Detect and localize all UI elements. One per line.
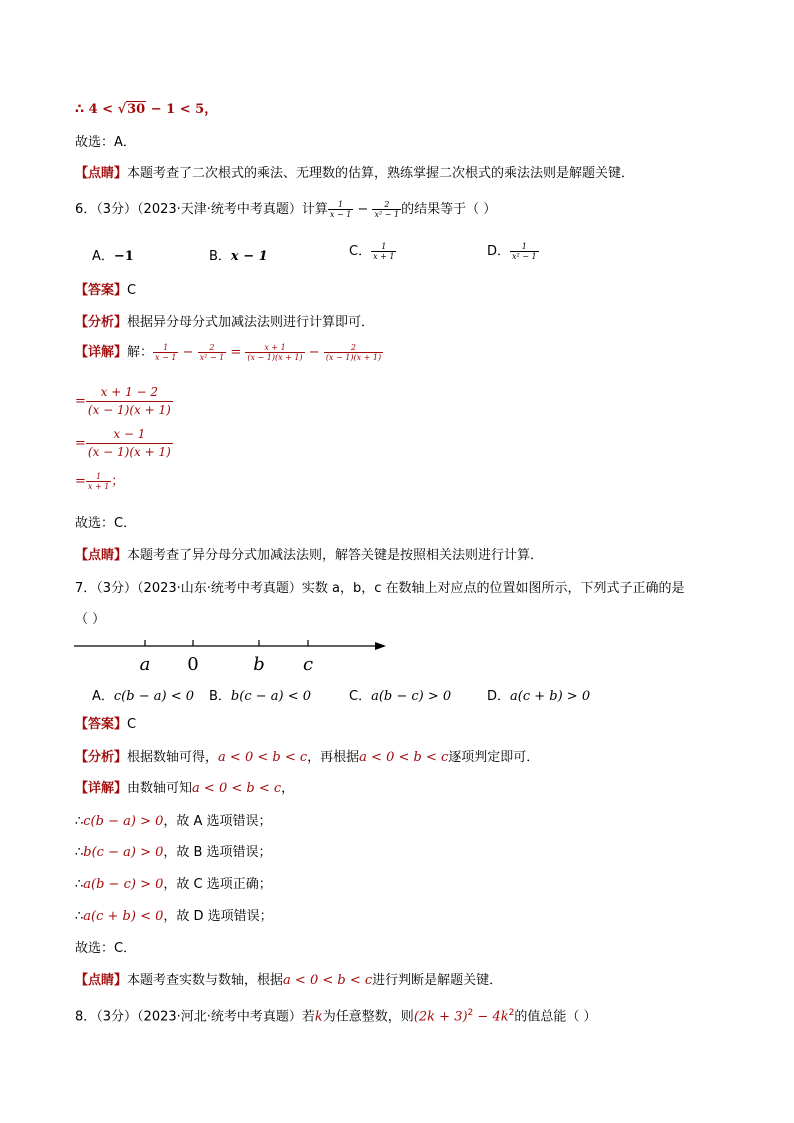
stem-text: 6．（3分）（2023·天津·统考中考真题）计算 [75,202,328,217]
frac [328,200,353,219]
opt-value: a(b − c) > 0 [371,689,452,704]
frac [86,472,111,491]
expr: b(c − a) > 0 [83,845,164,860]
frac [324,343,383,362]
therefore-symbol: ∴ [75,909,84,924]
frac [153,343,178,362]
comment-text: 本题考查了二次根式的乘法、无理数的估算，熟练掌握二次根式的乘法法则是解题关键． [127,166,635,181]
q6-option-a [92,245,134,264]
label-a: a [139,654,151,675]
analysis-text: ，再根据 [307,750,360,765]
minus: − [353,202,373,217]
frac [86,384,173,419]
den: (x − 1)(x + 1) [87,403,171,417]
frac [510,242,539,261]
exponent: 2 [508,1008,515,1018]
punct: ， [281,781,295,796]
opt-value: c(b − a) < 0 [113,689,194,704]
den: (x − 1)(x + 1) [87,445,171,459]
minus: − [304,345,324,360]
line-text: ，故 B 选项错误； [163,845,272,860]
line-text: ，故 A 选项错误； [163,814,272,829]
q7-stem: 7．（3分）（2023·山东·统考中考真题）实数 a，b，c 在数轴上对应点的位置如图所示，下列式子正确的是 [75,581,685,596]
opt-label: D． [487,244,511,259]
q7-detail-line [75,813,272,831]
var-k: k [314,1009,323,1025]
equals: = [75,474,86,489]
q5-conclusion-line [75,101,217,119]
q7-option-a [92,685,194,704]
q7-analysis [75,749,539,767]
frac [371,242,396,261]
comment-tag: 【点睛】 [75,973,128,988]
q7-detail-line [75,876,272,894]
q7-option-b [209,685,311,704]
analysis-tag: 【分析】 [75,750,128,765]
num: x + 1 − 2 [86,384,173,402]
den: x + 1 [373,252,395,261]
expr: − 4k [473,1009,509,1025]
comment-tag: 【点睛】 [75,166,128,181]
label-b: b [253,654,265,675]
sqrt-sign: √ [117,102,127,117]
num: x + 1 [245,343,304,353]
equals: = [226,345,246,360]
frac [198,343,227,362]
num: 2 [372,200,401,210]
den: x² − 1 [374,210,400,219]
frac [372,200,401,219]
ineq-part: − 1 < 5 [146,102,205,117]
opt-label: A． [92,689,114,704]
q6-analysis [75,314,374,332]
q8-stem [75,1004,596,1026]
minus: − [178,345,198,360]
den: x² − 1 [199,353,225,362]
q6-detail-step2 [75,384,173,419]
q6-comment [75,547,543,565]
num: 1 [371,242,396,252]
q5-choice: 故选：A． [75,135,136,150]
sqrt-radicand: 30 [127,102,146,117]
stem-text: 为任意整数，则 [322,1009,414,1025]
analysis-text: 根据异分母分式加减法法则进行计算即可． [127,315,375,330]
therefore-symbol: ∴ [75,845,84,860]
analysis-ineq: a < 0 < b < c [218,750,308,765]
opt-label: B． [209,689,231,704]
q7-stem-paren: （ ） [75,612,106,627]
equals: = [75,394,86,409]
frac [86,426,173,461]
punct: ； [111,474,125,489]
opt-value: a(c + b) > 0 [510,689,591,704]
q6-option-b [209,245,268,264]
answer-value: C [127,283,137,298]
analysis-ineq: a < 0 < b < c [359,750,449,765]
therefore-symbol: ∴ [75,814,84,829]
detail-text: 由数轴可知 [127,781,193,796]
comment-ineq: a < 0 < b < c [283,973,373,988]
comment-text: 本题考查实数与数轴，根据 [127,973,284,988]
q5-comment [75,165,634,183]
q6-choice: 故选：C． [75,516,137,531]
opt-label: B． [209,249,231,264]
opt-label: C． [349,244,372,259]
expr: a(c + b) < 0 [83,909,164,924]
ineq-part: 4 < [88,102,118,117]
q7-detail-line [75,844,272,862]
detail-prefix: 解： [127,345,154,360]
opt-label: A． [92,249,114,264]
num: 2 [324,343,383,353]
number-line-figure [72,636,392,680]
comment-text: 本题考查了异分母分式加减法法则，解答关键是按照相关法则进行计算． [127,548,544,563]
stem-text: 8．（3分）（2023·河北·统考中考真题）若 [75,1009,315,1025]
num: x − 1 [86,426,173,444]
opt-label: D． [487,689,511,704]
q6-answer [75,282,136,300]
label-c: c [302,654,314,675]
exponent: 2 [467,1008,474,1018]
num: 1 [510,242,539,252]
punct: ， [204,102,218,117]
line-text: ，故 D 选项错误； [163,909,273,924]
analysis-text: 逐项判定即可． [448,750,540,765]
comment-text: 进行判断是解题关键． [372,973,503,988]
q6-detail-step3 [75,426,173,461]
detail-tag: 【详解】 [75,345,128,360]
line-text: ，故 C 选项正确； [163,877,272,892]
q6-detail-step4 [75,472,124,491]
expr: c(b − a) > 0 [83,814,164,829]
opt-value: x − 1 [230,249,268,264]
stem-text: 的值总能（ ） [514,1009,597,1025]
opt-value: b(c − a) < 0 [230,689,312,704]
num: 1 [328,200,353,210]
label-zero: 0 [187,654,199,675]
q6-stem [75,200,496,219]
q6-option-d [487,240,539,261]
den: x − 1 [155,353,177,362]
therefore-symbol: ∴ [75,102,85,117]
num: 1 [86,472,111,482]
q7-answer [75,716,136,734]
analysis-text: 根据数轴可得， [127,750,219,765]
q7-detail [75,780,294,798]
answer-value: C [127,717,137,732]
q6-option-c [349,240,396,261]
analysis-tag: 【分析】 [75,315,128,330]
frac [245,343,304,362]
den: x² − 1 [512,252,537,261]
den: x + 1 [87,482,110,491]
q6-detail-step1 [75,343,383,362]
q7-comment [75,972,502,990]
num: 2 [198,343,227,353]
stem-text: 的结果等于（ ） [401,202,497,217]
equals: = [75,436,86,451]
expr: (2k + 3) [413,1009,468,1025]
detail-ineq: a < 0 < b < c [192,781,282,796]
number-line-arrow [375,642,386,650]
q7-detail-line [75,908,273,926]
den: (x − 1)(x + 1) [247,353,303,362]
opt-value: −1 [113,249,134,264]
detail-tag: 【详解】 [75,781,128,796]
answer-tag: 【答案】 [75,283,128,298]
q7-choice: 故选：C． [75,941,137,956]
q7-option-c [349,685,451,704]
opt-label: C． [349,689,372,704]
q7-option-d [487,685,590,704]
den: (x − 1)(x + 1) [325,353,382,362]
expr: a(b − c) > 0 [83,877,164,892]
answer-tag: 【答案】 [75,717,128,732]
num: 1 [153,343,178,353]
therefore-symbol: ∴ [75,877,84,892]
comment-tag: 【点睛】 [75,548,128,563]
den: x − 1 [329,210,352,219]
